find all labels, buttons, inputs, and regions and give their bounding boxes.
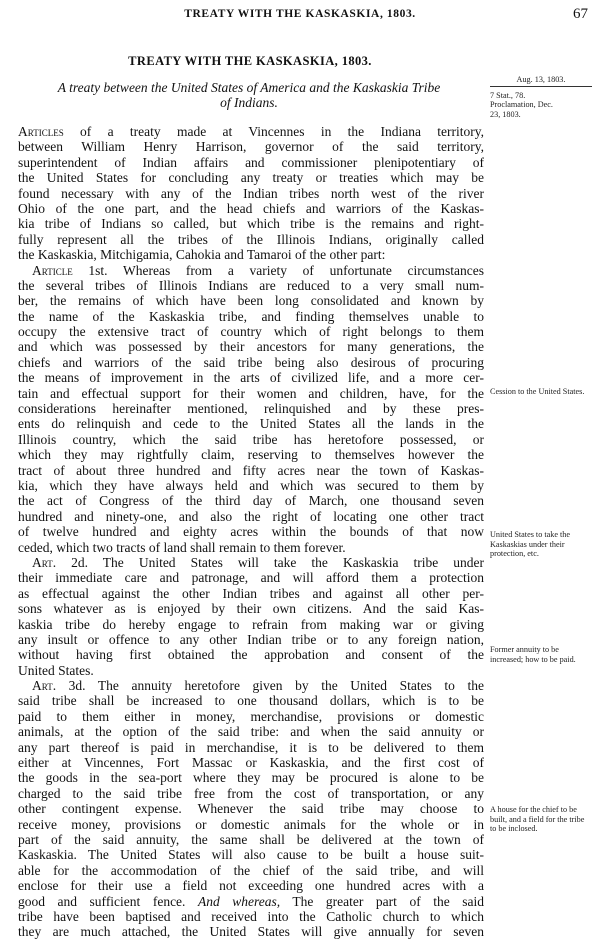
body-line: the Kaskaskia, Mitchigamia, Cahokia and Tamaroi of the other part:: [18, 247, 386, 263]
running-head: [0, 8, 600, 28]
margin-note-house: A house for the chief to be built, and a field for the tribe to be inclosed.: [490, 805, 585, 833]
body-line: the name of the Kaskaskia tribe, and finding themselves unable to: [18, 308, 484, 324]
body-line: found necessary with any of the Indian tribes north west of the river: [18, 185, 484, 201]
body-line: ceded, which two tracts of land shall remain to them forever.: [18, 539, 346, 555]
body-line: as effectual against the other Indian tribes and against all other per-: [18, 585, 484, 601]
body-line: kaskia tribe do hereby engage to refrain from making war or giving: [18, 616, 484, 632]
body-line: the means of improvement in the arts of civilized life, and a more cer-: [18, 370, 484, 386]
body-line: animals, at the option of the said tribe: and when the said annuity or: [18, 724, 484, 740]
margin-citation-line: Proclamation, Dec.: [490, 100, 553, 109]
italic-phrase: And whereas,: [197, 893, 281, 909]
margin-date: Aug. 13, 1803.: [490, 75, 592, 87]
body-line: considerations hereinafter mentioned, relinquished and by these pres-: [18, 401, 484, 417]
body-line: tribe have been baptised and received into the Catholic church to which: [18, 908, 484, 924]
body-line: Kaskaskia. The United States will also cause to be built a house suit-: [18, 847, 484, 863]
body-line: ber, the remains of which have been long consolidated and known by: [18, 293, 484, 309]
margin-note-date: [490, 75, 592, 119]
treaty-body: [18, 124, 484, 940]
subtitle-line: of Indians.: [220, 95, 278, 110]
body-line: the several tribes of Illinois Indians are reduced to a very small num-: [18, 277, 484, 293]
margin-note-cession: Cession to the United States.: [490, 387, 585, 396]
subtitle-line: A treaty between the United States of America and the Kaskaskia Tribe: [57, 80, 441, 95]
body-line: the United States for concluding any treaty or treaties which may be: [18, 170, 484, 186]
article-lead: Art.: [32, 554, 57, 570]
body-line: charged to the said tribe free from the cost of transportation, or any: [18, 785, 484, 801]
body-line: which they may rightfully claim, reserving to themselves however the: [18, 447, 484, 463]
body-line: occupy the extensive tract of country which of right belongs to them: [18, 324, 484, 340]
body-line: United States.: [18, 662, 94, 678]
margin-citation-line: 7 Stat., 78.: [490, 90, 526, 100]
body-line: said tribe shall be increased to one thousand dollars, which is to be: [18, 693, 484, 709]
body-line: their immediate care and patronage, and will afford them a protection: [18, 570, 484, 586]
body-line: Ohio of the one part, and the head chiefs and warriors of the Kaskas-: [18, 200, 484, 216]
body-line: Article 1st. Whereas from a variety of unfortunate circumstances: [32, 262, 484, 278]
body-line: Illinois country, which the said tribe has heretofore possessed, or: [18, 431, 484, 447]
body-line: paid to them either in money, merchandise, provisions or domestic: [18, 708, 484, 724]
page-number: 67: [573, 6, 588, 22]
body-line: any insult or offence to any other Indian tribe or to any foreign nation,: [18, 631, 484, 647]
treaty-title: TREATY WITH THE KASKASKIA, 1803.: [128, 54, 372, 68]
body-line: superintendent of Indian affairs and commissioner plenipotentiary of: [18, 154, 484, 170]
body-line: kia, which they have always held and which was secured to them by: [18, 477, 484, 493]
body-line: other contingent expense. Whenever the said tribe may choose to: [18, 801, 484, 817]
body-line: of twelve hundred and eighty acres within the bounds of that now: [18, 524, 484, 540]
body-line: between William Henry Harrison, governor of the said territory,: [18, 139, 484, 155]
article-lead: Article: [32, 262, 73, 278]
body-line: part of the said annuity, the same shall be delivered at the town of: [18, 831, 484, 847]
body-line: sons whatever as is enjoyed by their own citizens. And the said Kas-: [18, 601, 484, 617]
body-line: tain and effectual support for their women and children, have, for the: [18, 385, 484, 401]
body-line: receive money, provisions or domestic animals for the whole or in: [18, 816, 484, 832]
body-line: any part thereof is paid in merchandise, it is to be delivered to them: [18, 739, 484, 755]
body-line: without having first obtained the approbation and consent of the: [18, 647, 484, 663]
body-line: Articles of a treaty made at Vincennes in the Indiana territory,: [18, 124, 484, 139]
body-line: either at Vincennes, Fort Massac or Kaskaskia, and the first cost of: [18, 755, 484, 771]
body-line: fully represent all the tribes of the Illinois Indians, originally called: [18, 231, 484, 247]
body-line: hundred and ninety-one, and also the right of locating one other tract: [18, 508, 484, 524]
body-line: able for the accommodation of the chief of the said tribe, and will: [18, 862, 484, 878]
running-title: TREATY WITH THE KASKASKIA, 1803.: [184, 8, 416, 20]
article-lead: Art.: [32, 678, 57, 694]
body-line: tract of about three hundred and fifty acres near the town of Kaskas-: [18, 462, 484, 478]
body-line: Art. 2d. The United States will take the Kaskaskia tribe under: [32, 554, 484, 570]
margin-citation-line: 23, 1803.: [490, 109, 521, 119]
body-line: good and sufficient fence. And whereas, The greater part of the said: [18, 893, 485, 909]
body-line: and which was possessed by their ancestors for many generations, the: [18, 339, 484, 355]
body-line: Art. 3d. The annuity heretofore given by the United States to the: [32, 678, 484, 694]
article-lead: Articles: [18, 124, 64, 139]
margin-note-annuity: Former annuity to be increased; how to be paid.: [490, 645, 576, 664]
body-line: chiefs and warriors of the said tribe being also desirous of procuring: [18, 354, 484, 370]
body-line: ents do relinquish and cede to the United States all the lands in the: [18, 416, 484, 432]
body-line: the act of Congress of the third day of March, one thousand seven: [18, 493, 484, 509]
body-line: kia tribe of Indians so called, but which tribe is the remains and right-: [18, 216, 484, 232]
margin-note-protection: United States to take the Kaskaskias under their protection, etc.: [490, 530, 571, 558]
treaty-subtitle: [16, 80, 482, 110]
body-line: enclose for their use a field not exceeding one hundred acres with a: [18, 878, 484, 894]
body-line: they are much attached, the United States will give annually for seven: [18, 924, 484, 940]
body-line: the goods in the sea-port where they may be procured is alone to be: [18, 770, 484, 786]
